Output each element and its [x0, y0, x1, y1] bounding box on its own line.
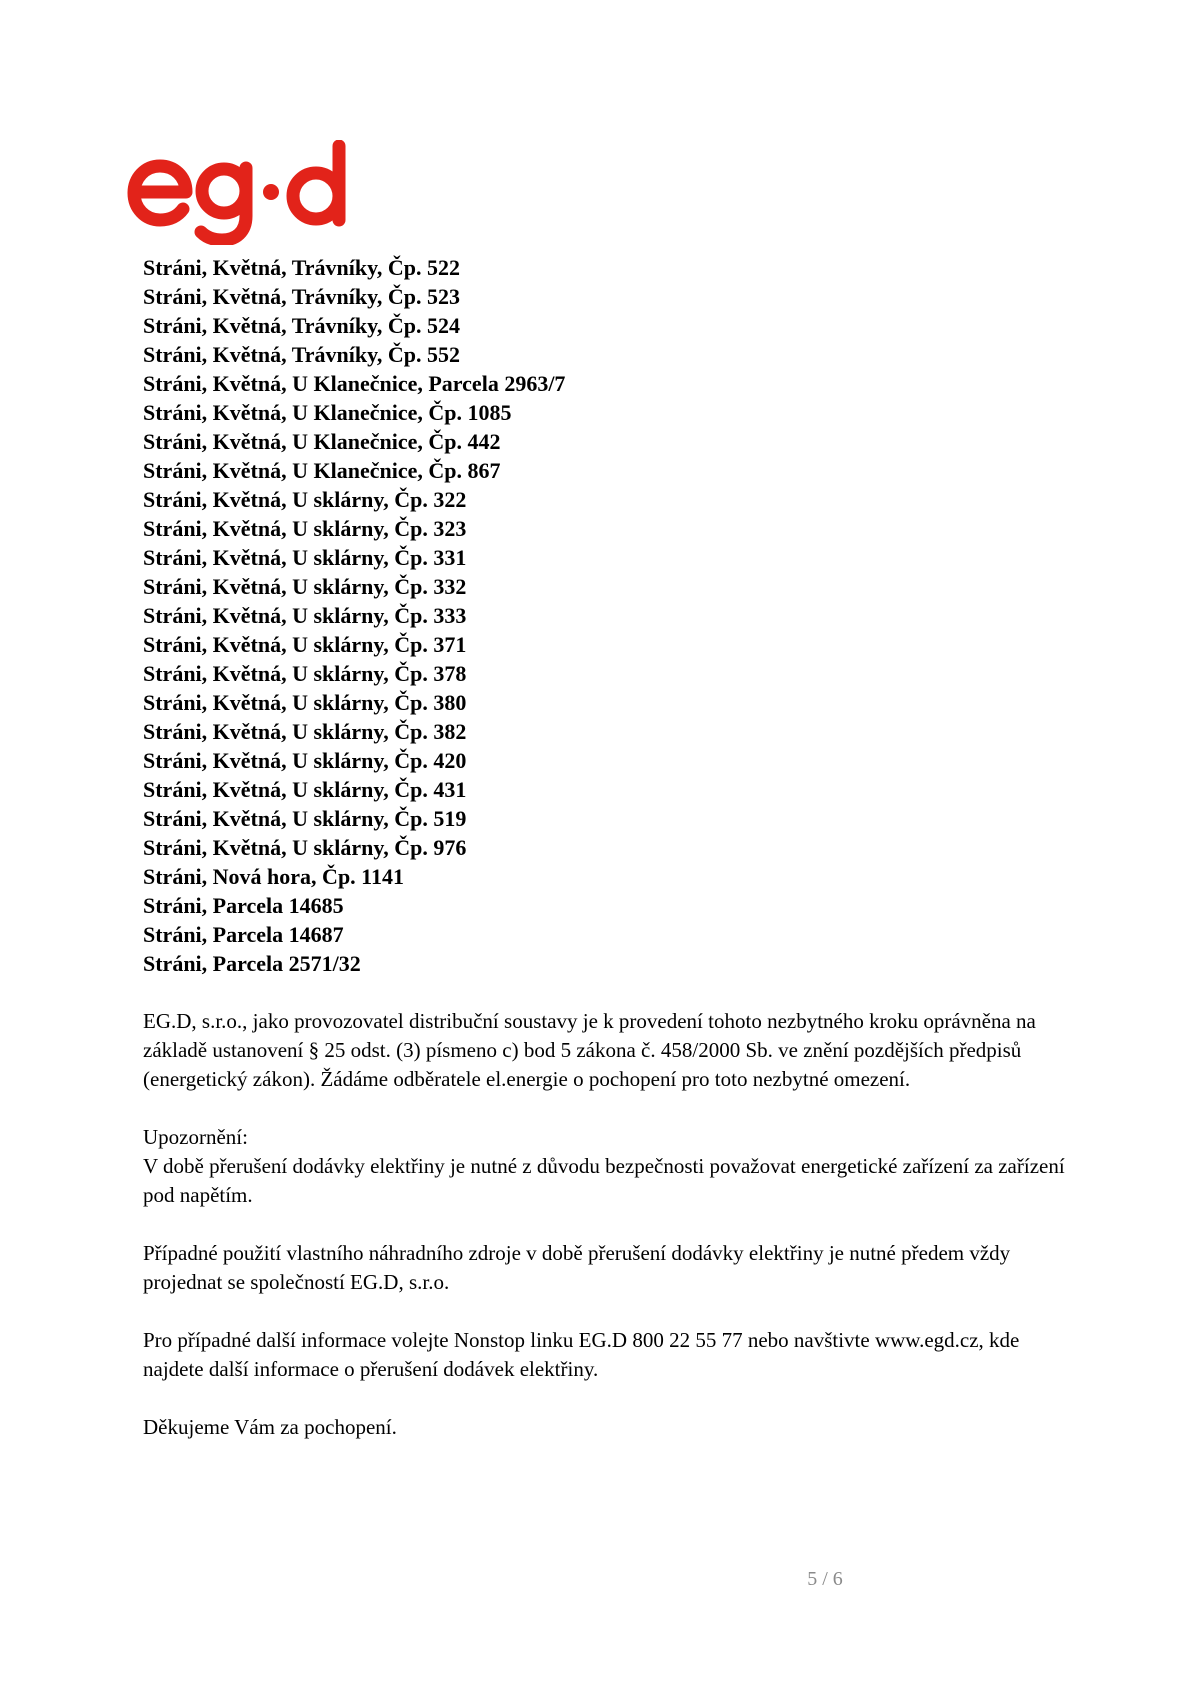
address-item: Stráni, Květná, Trávníky, Čp. 552	[143, 342, 461, 367]
legal-paragraph: EG.D, s.r.o., jako provozovatel distribuční soustavy je k provedení tohoto nezbytného kroku oprávněna na základě ustanovení § 25 odst. (3) písmeno c) bod 5 zákona č. 458/2000 Sb. ve znění pozdějších předpisů (energetický zákon). Žádáme odběratele el.energie o pochopení pro toto nezbytné omezení.	[143, 1009, 1036, 1091]
notice-body	[143, 1007, 1073, 1471]
address-item: Stráni, Květná, U sklárny, Čp. 323	[143, 516, 467, 541]
address-item: Stráni, Květná, U sklárny, Čp. 378	[143, 661, 467, 686]
address-item: Stráni, Květná, Trávníky, Čp. 523	[143, 284, 461, 309]
address-item: Stráni, Květná, U sklárny, Čp. 322	[143, 487, 467, 512]
thanks-paragraph: Děkujeme Vám za pochopení.	[143, 1415, 397, 1439]
address-item: Stráni, Parcela 2571/32	[143, 951, 361, 976]
address-item: Stráni, Květná, U sklárny, Čp. 333	[143, 603, 467, 628]
warning-heading: Upozornění:	[143, 1125, 248, 1149]
warning-paragraph: V době přerušení dodávky elektřiny je nutné z důvodu bezpečnosti považovat energetické zařízení za zařízení pod napětím.	[143, 1154, 1065, 1207]
address-item: Stráni, Květná, U Klanečnice, Čp. 442	[143, 429, 501, 454]
address-item: Stráni, Parcela 14687	[143, 922, 344, 947]
address-item: Stráni, Květná, U sklárny, Čp. 420	[143, 748, 467, 773]
address-item: Stráni, Nová hora, Čp. 1141	[143, 864, 404, 889]
address-item: Stráni, Květná, U sklárny, Čp. 380	[143, 690, 467, 715]
address-item: Stráni, Květná, U Klanečnice, Čp. 1085	[143, 400, 512, 425]
backup-source-paragraph: Případné použití vlastního náhradního zdroje v době přerušení dodávky elektřiny je nutné předem vždy projednat se společností EG.D, s.r.o.	[143, 1241, 1011, 1294]
address-item: Stráni, Květná, U sklárny, Čp. 519	[143, 806, 467, 831]
address-item: Stráni, Květná, U sklárny, Čp. 371	[143, 632, 467, 657]
page-number: 5 / 6	[807, 1568, 843, 1590]
address-item: Stráni, Květná, U Klanečnice, Čp. 867	[143, 458, 501, 483]
address-item: Stráni, Květná, U sklárny, Čp. 431	[143, 777, 467, 802]
address-item: Stráni, Květná, U sklárny, Čp. 332	[143, 574, 467, 599]
address-item: Stráni, Květná, U sklárny, Čp. 976	[143, 835, 467, 860]
address-item: Stráni, Květná, Trávníky, Čp. 522	[143, 255, 461, 280]
egd-logo	[126, 140, 346, 245]
address-item: Stráni, Květná, U sklárny, Čp. 331	[143, 545, 467, 570]
address-list	[143, 253, 1043, 978]
address-item: Stráni, Parcela 14685	[143, 893, 344, 918]
contact-paragraph: Pro případné další informace volejte Nonstop linku EG.D 800 22 55 77 nebo navštivte www.egd.cz, kde najdete další informace o přerušení dodávek elektřiny.	[143, 1328, 1020, 1381]
address-item: Stráni, Květná, U sklárny, Čp. 382	[143, 719, 467, 744]
address-item: Stráni, Květná, U Klanečnice, Parcela 2963/7	[143, 371, 566, 396]
address-item: Stráni, Květná, Trávníky, Čp. 524	[143, 313, 461, 338]
